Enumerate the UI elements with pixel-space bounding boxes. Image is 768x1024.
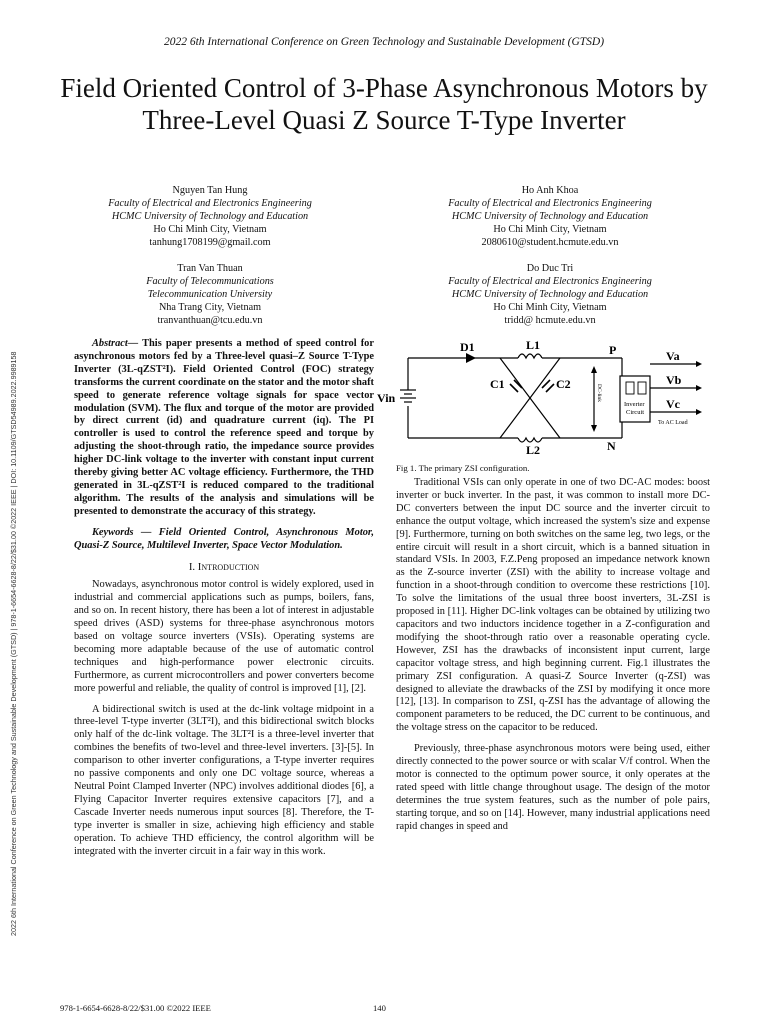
author-4 (400, 262, 700, 327)
label-l2: L2 (526, 443, 541, 457)
doi-sidebar-text: 2022 6th International Conference on Green Technology and Sustainable Development (GTSD) | 978-1-6654-6628-8/22/$31.00 ©2022 IEEE | DOI: 10.1109/GTSD54989.2022.9989158 (9, 351, 18, 936)
keywords-label: Keywords — (92, 526, 159, 538)
author-email[interactable]: tanhung1708199@gmail.com (149, 237, 271, 248)
author-email[interactable]: 2080610@student.hcmute.edu.vn (481, 237, 619, 248)
author-affiliation: HCMC University of Technology and Education (451, 289, 649, 300)
author-affiliation: Faculty of Electrical and Electronics Engineering (448, 276, 652, 287)
label-vin: Vin (377, 391, 396, 405)
author-city: Ho Chi Minh City, Vietnam (153, 224, 267, 235)
author-3 (60, 262, 360, 327)
author-affiliation: Telecommunication University (147, 289, 273, 300)
abstract (74, 338, 374, 519)
author-affiliation: Faculty of Electrical and Electronics Engineering (108, 198, 312, 209)
paper-title: Field Oriented Control of 3-Phase Asynchronous Motors by Three-Level Quasi Z Source T-Type Inverter (60, 73, 708, 135)
label-dc-link: DC-link (596, 384, 602, 403)
paragraph: Previously, three-phase asynchronous motors were being used, either directly connected to the power source or with scalar V/f control. When the motor is connected to the optimum power source, it only operates at the rated speed with little change throughout usage. The design of the motor determines the true system features, such as the number of pole pairs, starting torque, and so on [14]. However, many industrial applications need rapid changes in speed and (396, 743, 710, 832)
paragraph: Traditional VSIs can only operate in one of two DC-AC modes: boost inverter or buck inverter. In the past, it was common to install more DC-DC converters between the input DC source and the inverter circuit to enhance the output voltage, which increased the system's size and expense [9]. Furthermore, turning on both switches on the same leg, two legs, or the entire circuit will result in a short circuit, which is a banned situation in standard VSIs. In 2003, F.Z.Peng proposed an impedance network known as the Z-source inverter (ZSI) with the ability to increase voltage and function in a shoot-through condition to overcome these restrictions [10]. To solve the limitations of the usual three boost inverters, 3L-ZSI is proposed in [11]. Higher DC-link voltages can be obtained by utilizing two capacitors and two inductors incidence together in a Z-configuration and modifying the shoot-through ratio over a reasonable operating cycle. However, ZSI has the drawbacks of inconsistent input current, large capacitor voltage stress, and high beginning current. Fig.1 illustrates the primary ZSI configuration. A quasi-Z Source Inverter (q-ZSI) was designed to alleviate the drawbacks of the ZSI by modifying it once more [12], [13]. In comparison to ZSI, q-ZSI has the advantage of allowing the component parameters to be reduced, the DC current to be continuous, and the voltage stress on the capacitor to be reduced. (396, 477, 710, 734)
label-d1: D1 (460, 340, 475, 354)
author-email[interactable]: tridd@ hcmute.edu.vn (504, 315, 596, 326)
abstract-text: This paper presents a method of speed control for asynchronous motors fed by a Three-level quasi–Z Source T-Type Inverter (3L-qZST²I). Field Oriented Control (FOC) strategy transforms the current coordinate on the stator and the motor shaft speed to generate reference voltage signals for space vector modulation (SVM). The flux and torque of the motor are provided by direct current (id) and quadrature current (iq). The PI controller is used to control the reference speed and torque by adjusting the shoot-through ratio, the impedance source provides higher DC-link voltage to the inverter with constant input current thereby giving better AC voltage efficiency. Furthermore, the THD generated in 3L-qZST²I is reduced compared to the traditional algorithm. The results of the analysis and simulations will be presented to demonstrate the accuracy of this strategy. (74, 338, 374, 517)
left-column (74, 338, 374, 866)
right-column (396, 477, 710, 841)
zsi-circuit-figure (377, 338, 710, 462)
label-vc: Vc (666, 397, 680, 411)
paragraph: A bidirectional switch is used at the dc-link voltage midpoint in a three-level T-type inverter (3LT²I), and this bidirectional switch blocks only half of the dc-link voltage. The 3LT²I is a three-level inverter that combines the benefits of two-level and three-level inverters. [3]-[5]. In comparison to other inverter configurations, a T-type inverter requires no passive components and only one DC voltage source, whereas a Neutral Point Clamped Inverter (NPC) involves additional diodes [6], a Flying Capacitor Inverter requires extensive capacitors [7], and a Cascade Inverter needs numerous input sources [8]. Therefore, the T-type inverter is smaller in size, achieving high efficiency and stable operation. To achieve THD efficiency, the control algorithm will be integrated with the inverter circuit in a fair way in this work. (74, 703, 374, 857)
paragraph: Nowadays, asynchronous motor control is widely explored, used in industrial and commercial applications such as pumps, boilers, fans, and so on. In recent history, there has been a lot of interest in adjustable speed drives (ASD) systems for three-phase asynchronous motors based on voltage source inverters (VSIs). Operating systems are becoming more adaptable because of the use of automatic control techniques and high-performance power electronic circuits. Furthermore, as current microcontrollers and power converters become more powerful and reliable, the quality of control is improved [1], [2]. (74, 579, 374, 694)
label-va: Va (666, 349, 680, 363)
author-name: Nguyen Tan Hung (172, 185, 248, 196)
label-c2: C2 (556, 377, 571, 391)
author-2 (400, 184, 700, 249)
author-city: Ho Chi Minh City, Vietnam (493, 224, 607, 235)
author-1 (60, 184, 360, 249)
label-p: P (609, 343, 617, 357)
page-number: 140 (373, 1003, 386, 1013)
author-city: Nha Trang City, Vietnam (158, 302, 262, 313)
keywords (74, 527, 374, 553)
author-email[interactable]: tranvanthuan@tcu.edu.vn (157, 315, 263, 326)
doi-sidebar (6, 236, 22, 936)
author-name: Do Duc Tri (526, 263, 574, 274)
author-affiliation: Faculty of Telecommunications (146, 276, 274, 287)
label-n: N (607, 439, 616, 453)
author-city: Ho Chi Minh City, Vietnam (493, 302, 607, 313)
label-to-ac-load: To AC Load (658, 420, 688, 426)
figure-caption: Fig 1. The primary ZSI configuration. (396, 463, 530, 473)
author-affiliation: Faculty of Electrical and Electronics Engineering (448, 198, 652, 209)
author-affiliation: HCMC University of Technology and Education (451, 211, 649, 222)
footer-isbn: 978-1-6654-6628-8/22/$31.00 ©2022 IEEE (60, 1003, 211, 1013)
conference-header: 2022 6th International Conference on Green Technology and Sustainable Development (GTSD) (163, 36, 605, 48)
label-circuit: Circuit (626, 409, 645, 416)
abstract-label: Abstract— (92, 338, 139, 349)
label-l1: L1 (526, 338, 541, 352)
keywords-text: Field Oriented Control, Asynchronous Motor, Quasi-Z Source, Multilevel Inverter, Space Vector Modulation. (74, 526, 374, 551)
author-name: Tran Van Thuan (177, 263, 243, 274)
author-name: Ho Anh Khoa (521, 185, 579, 196)
label-vb: Vb (666, 373, 682, 387)
label-inverter: Inverter (624, 401, 645, 408)
label-c1: C1 (490, 377, 505, 391)
author-affiliation: HCMC University of Technology and Education (111, 211, 309, 222)
section-heading: I. Introduction (188, 560, 260, 573)
